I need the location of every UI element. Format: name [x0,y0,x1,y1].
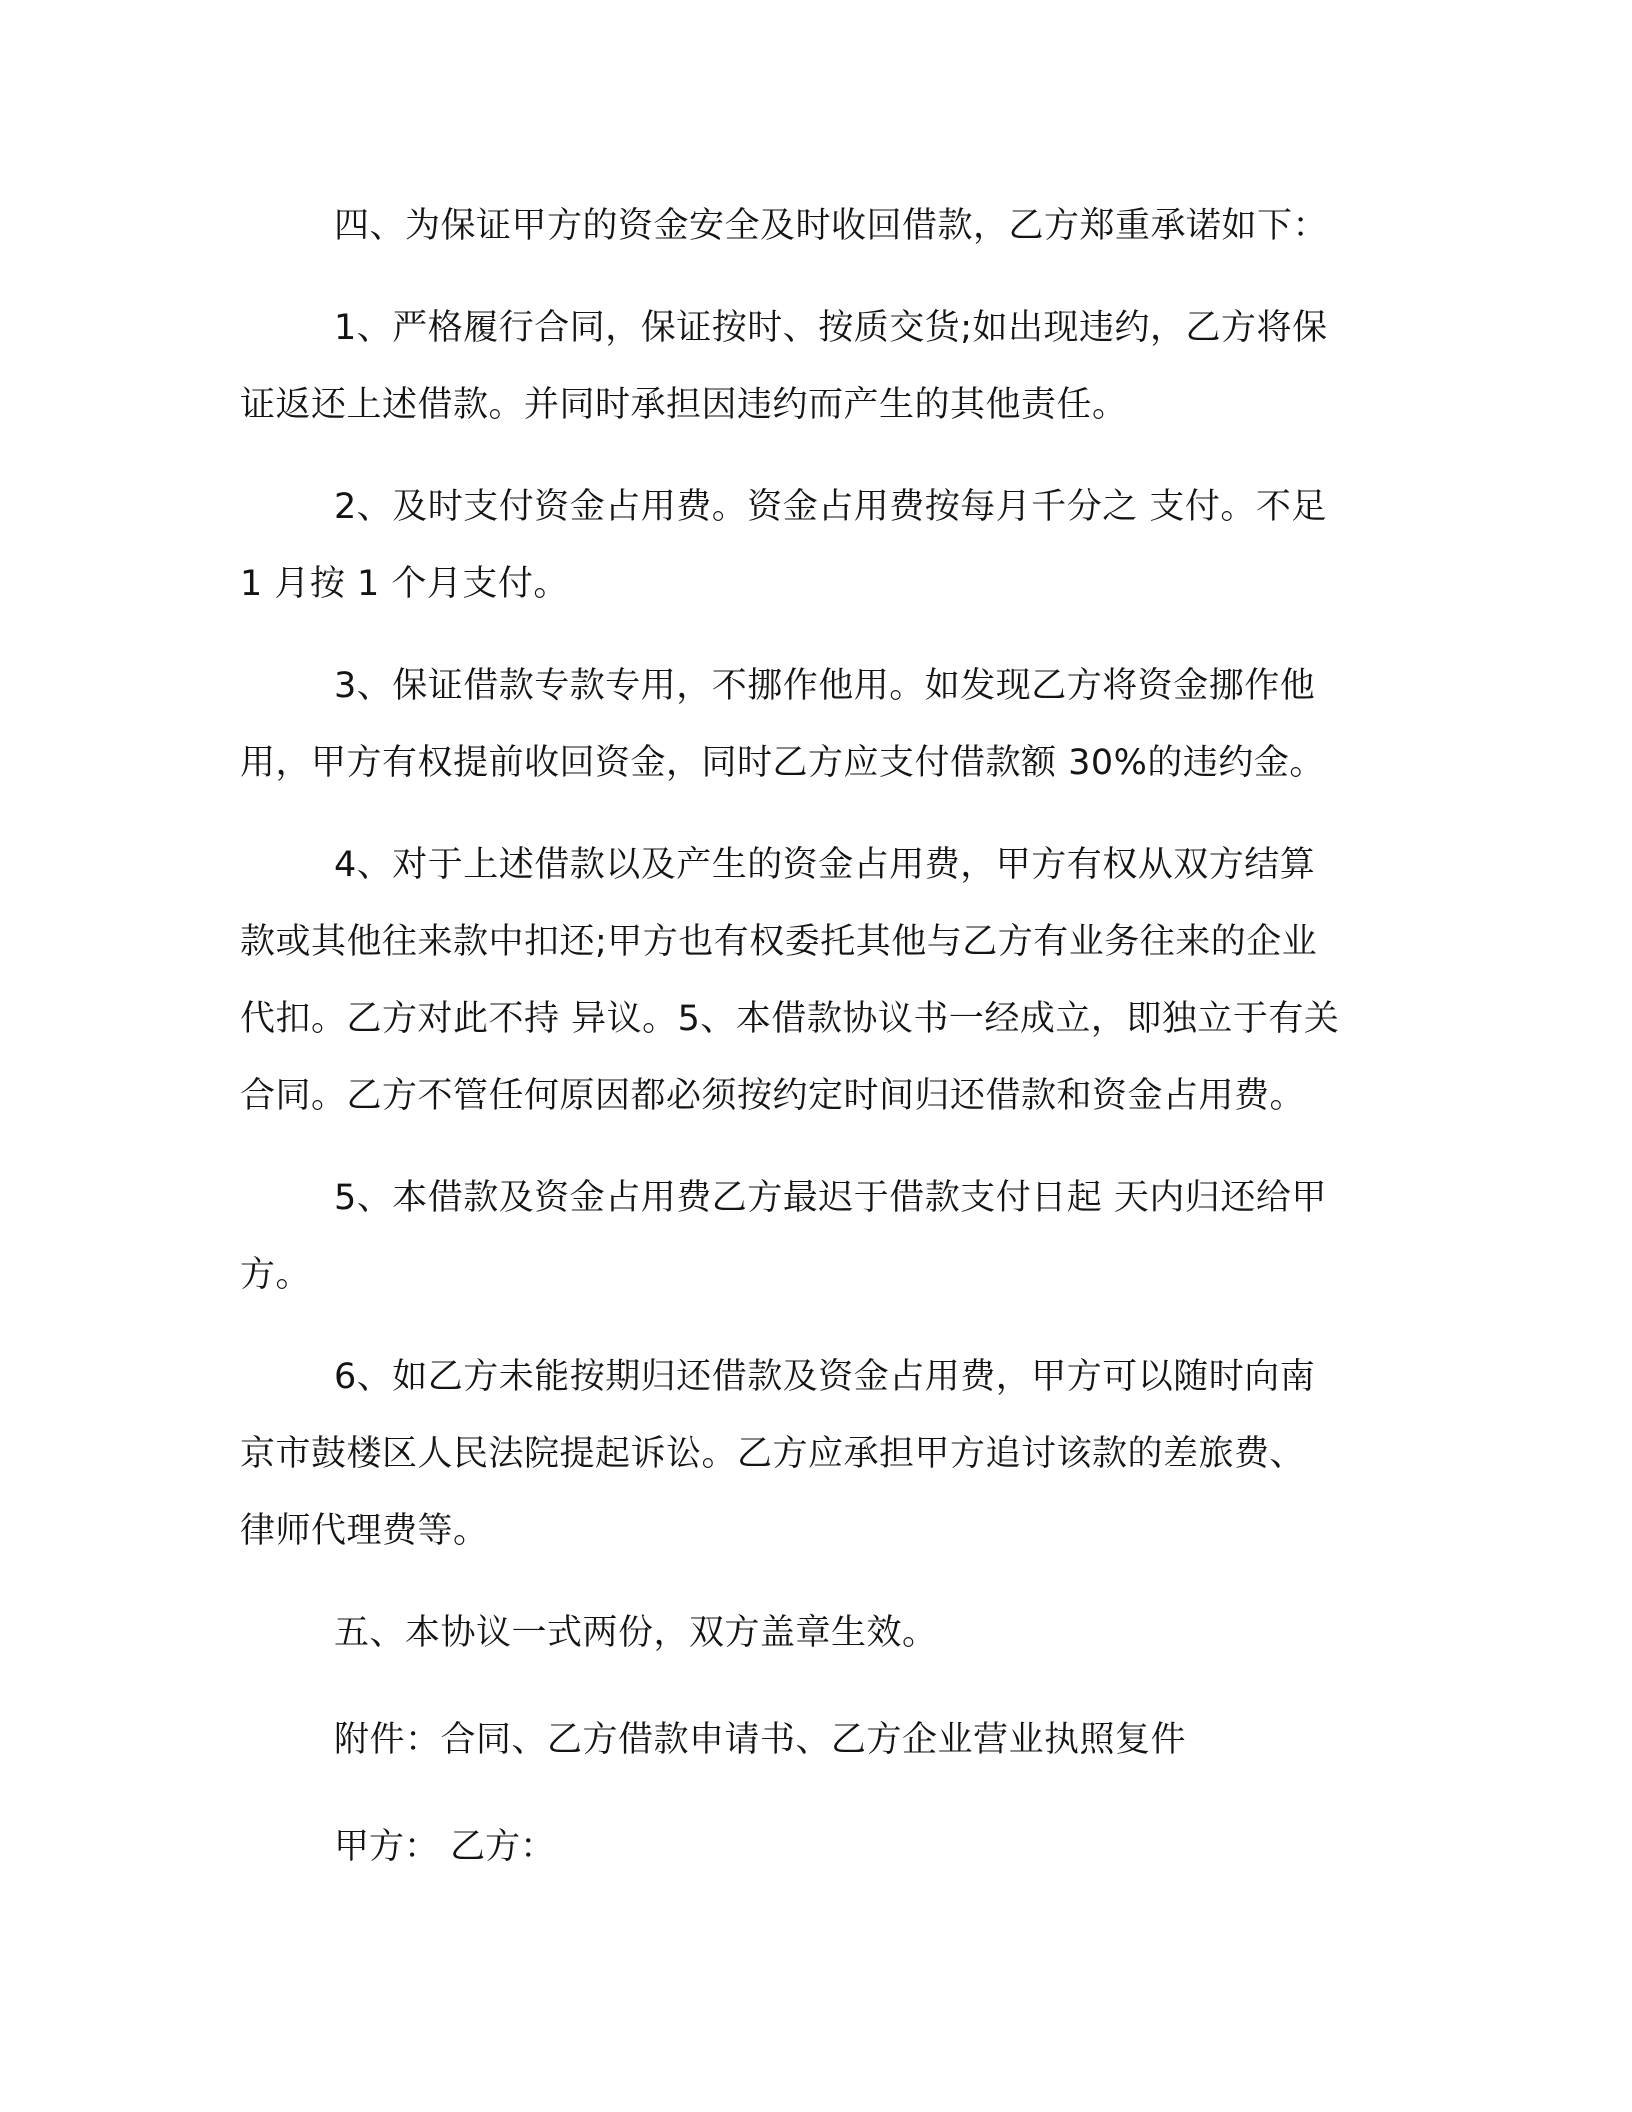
clause-5-line-1: 5、本借款及资金占用费乙方最迟于借款支付日起 天内归还给甲 [334,1178,1327,1218]
section-five-text: 五、本协议一式两份，双方盖章生效。 [334,1613,938,1653]
clause-6-line-3: 律师代理费等。 [240,1511,489,1551]
clause-3 [240,648,1384,802]
signature-line [240,1809,1384,1886]
clause-1-line-1: 1、严格履行合同，保证按时、按质交货;如出现违约，乙方将保 [334,308,1328,348]
clause-4-line-3: 代扣。乙方对此不持 异议。5、本借款协议书一经成立，即独立于有关 [240,999,1340,1039]
clause-6-line-2: 京市鼓楼区人民法院提起诉讼。乙方应承担甲方追讨该款的差旅费、 [240,1434,1306,1474]
section-four-heading-text: 四、为保证甲方的资金安全及时收回借款，乙方郑重承诺如下： [334,206,1329,246]
signature-text: 甲方： 乙方： [334,1827,556,1867]
clause-2-line-1: 2、及时支付资金占用费。资金占用费按每月千分之 支付。不足 [334,487,1327,527]
paragraph-gap [240,265,1384,290]
clause-2 [240,469,1384,623]
attachments-text: 附件：合同、乙方借款申请书、乙方企业营业执照复件 [334,1720,1187,1760]
clause-3-line-2: 用，甲方有权提前收回资金，同时乙方应支付借款额 30%的违约金。 [240,743,1325,783]
clause-4-line-2: 款或其他往来款中扣还;甲方也有权委托其他与乙方有业务往来的企业 [240,922,1318,962]
clause-6 [240,1339,1384,1570]
paragraph-gap [240,1779,1384,1809]
clause-4-line-1: 4、对于上述借款以及产生的资金占用费，甲方有权从双方结算 [334,845,1316,885]
clause-1 [240,290,1384,444]
section-four-heading [240,188,1384,265]
paragraph-gap [240,802,1384,827]
paragraph-gap [240,1570,1384,1595]
attachments [240,1702,1384,1779]
clause-2-line-2: 1 月按 1 个月支付。 [240,564,569,604]
paragraph-gap [240,1672,1384,1702]
document-body [240,188,1384,1886]
clause-4 [240,827,1384,1135]
section-five [240,1595,1384,1672]
clause-5 [240,1160,1384,1314]
clause-5-line-2: 方。 [240,1255,312,1295]
paragraph-gap [240,1135,1384,1160]
clause-4-line-4: 合同。乙方不管任何原因都必须按约定时间归还借款和资金占用费。 [240,1076,1306,1116]
clause-3-line-1: 3、保证借款专款专用，不挪作他用。如发现乙方将资金挪作他 [334,666,1316,706]
clause-6-line-1: 6、如乙方未能按期归还借款及资金占用费，甲方可以随时向南 [334,1357,1316,1397]
paragraph-gap [240,444,1384,469]
clause-1-line-2: 证返还上述借款。并同时承担因违约而产生的其他责任。 [240,385,1128,425]
paragraph-gap [240,1314,1384,1339]
paragraph-gap [240,623,1384,648]
